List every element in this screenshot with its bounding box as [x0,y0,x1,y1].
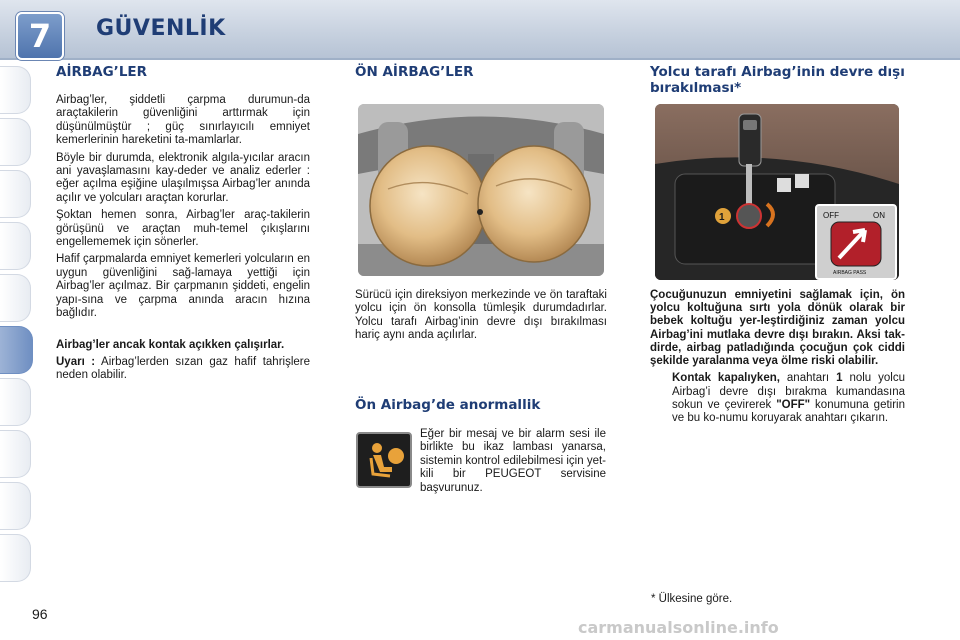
bullet-text-1: anahtarı [779,372,837,385]
off-on-inset [815,204,897,280]
airbag-warning-light-icon [356,432,412,488]
airbag-pass-label: AIRBAG PASS [833,270,867,276]
bullet-key-number: 1 [836,372,843,385]
paragraph-bold: Airbag’ler ancak kontak açıkken çalışırlar. [56,338,285,351]
passenger-airbag-switch-illustration [655,104,899,280]
front-airbags-illustration [358,104,604,276]
chapter-tab-11[interactable] [0,534,31,582]
column-front-airbags [355,60,607,80]
chapter-tab-3[interactable] [0,170,31,218]
paragraph: Hafif çarpmalarda emniyet kemerleri yolcuların en uygun güvenliğini sağ-lamaya yettiği için Airbag’ler açılmaz. Bir çarpmanın şiddeti, engelin yapı-sına ve çarpma anında aracın hızına bağlıdır. [56,253,310,320]
front-airbags-text [355,289,607,347]
off-on-dial-drawing [817,206,895,278]
watermark: carmanualsonline.info [578,618,779,637]
section-heading-passenger-airbag: Yolcu tarafı Airbag’inin devre dışı bırakılması* [650,64,905,96]
off-label: OFF [823,211,839,220]
chapter-tab-2[interactable] [0,118,31,166]
paragraph: Böyle bir durumda, elektronik algıla-yıcılar aracın ani yavaşlamasını kay-deder ve analiz ederler : eğer açılma eşiğine ulaşılmışsa Airbag’ler anında açılır ve yolcuları araçtan korurlar. [56,151,310,204]
chapter-tab-5[interactable] [0,274,31,322]
airbag-fault-text [420,428,606,499]
chapter-tabs [0,66,34,586]
page-number: 96 [32,606,48,622]
section-heading-airbag-fault: Ön Airbag’de anormallik [355,397,541,413]
section-heading-front-airbags: ÖN AİRBAG’LER [355,64,474,80]
paragraph: Eğer bir mesaj ve bir alarm sesi ile birlikte bu ikaz lambası yanarsa, sistemin kontrol edilebilmesi için yet-kili bir PEUGEOT servisine başvurunuz. [420,428,606,494]
bullet-text-3: konumuna getirin ve bu ko-numu koruyarak anahtarı çıkarın. [672,399,905,425]
paragraph: Şoktan hemen sonra, Airbag’ler araç-takilerin görüşünü ve araçtan muh-temel çıkışlarını engellememek için sönerler. [56,209,310,249]
column-passenger-airbag [650,60,905,96]
chapter-number-badge: 7 [16,12,64,60]
bullet-instruction [650,372,905,426]
paragraph: Airbag’ler, şiddetli çarpma durumun-da araçtakilerin güvenliğini arttırmak için düşünülmüştür ; güç sınırlayıcılı emniyet kemerlerinin hareketini ta-mamlarlar. [56,94,310,147]
key-number-label: 1 [719,212,725,223]
airbag-fault-section [355,397,607,413]
section-heading-airbags: AİRBAG’LER [56,64,148,80]
bullet-off-label: "OFF" [776,399,811,412]
passenger-airbag-text [650,289,905,430]
bullet-bold: Kontak kapalıyken, [672,372,780,385]
warning-label: Uyarı : [56,355,96,368]
deployed-airbags-drawing [358,104,604,276]
chapter-tab-9[interactable] [0,430,31,478]
on-label: ON [873,211,885,220]
paragraph: Sürücü için direksiyon merkezinde ve ön taraftaki yolcu için ön konsolla tümleşik durumdadırlar. Yolcu tarafı Airbag’inin devre dışı bırakılması hariç aynı anda açılırlar. [355,289,607,342]
chapter-tab-4[interactable] [0,222,31,270]
airbag-person-icon [358,434,410,486]
warning-paragraph-bold: Çocuğunuzun emniyetini sağlamak için, ön yolcu koltuğuna sırtı yola dönük olarak bir bebek koltuğu yer-leştirdiğiniz zaman yolcu Airbag’ini mutlaka devre dışı bırakın. Aksi tak-dirde, airbag patladığında çocuğun çok ciddi şekilde yaralanma veya ölme riski olabilir. [650,289,905,368]
chapter-tab-1[interactable] [0,66,31,114]
footnote: * Ülkesine göre. [651,593,733,605]
chapter-tab-8[interactable] [0,378,31,426]
chapter-tab-7-active[interactable] [0,326,33,374]
chapter-tab-10[interactable] [0,482,31,530]
chapter-title: GÜVENLİK [96,16,226,41]
warning-text: Airbag’lerden sızan gaz hafif tahrişlere neden olabilir. [56,355,311,382]
bullet-text-2: nolu yolcu Airbag’i devre dışı bırakma kumandasına sokun ve çevirerek [672,372,905,412]
column-airbags [56,60,310,387]
warning-paragraph [56,356,310,383]
